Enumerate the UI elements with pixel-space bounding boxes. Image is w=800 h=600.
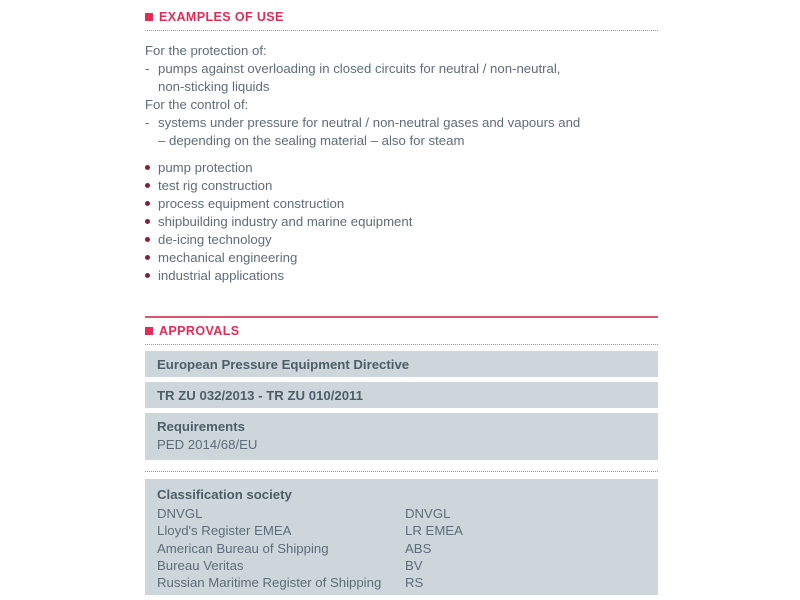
intro-label: For the protection of: xyxy=(145,43,267,58)
table-row xyxy=(157,540,646,557)
list-item: pump protection xyxy=(145,158,658,176)
table-row xyxy=(145,413,658,460)
list-item: shipbuilding industry and marine equipment xyxy=(145,212,658,230)
dotted-divider xyxy=(145,30,658,31)
society-code: ABS xyxy=(405,540,432,556)
society-name: Russian Maritime Register of Shipping xyxy=(157,575,382,591)
bullet-icon xyxy=(145,219,150,224)
requirements-value: PED 2014/68/EU xyxy=(157,437,258,452)
section-title: APPROVALS xyxy=(159,324,240,338)
list-item: process equipment construction xyxy=(145,194,658,212)
table-row xyxy=(145,351,658,377)
table-row xyxy=(157,522,646,539)
society-code: LR EMEA xyxy=(405,523,463,539)
approvals-heading xyxy=(145,324,658,338)
bullet-icon xyxy=(145,183,150,188)
society-name: Bureau Veritas xyxy=(157,557,244,573)
society-name: Lloyd's Register EMEA xyxy=(157,523,292,539)
list-item: de-icing technology xyxy=(145,230,658,248)
section-separator-rule xyxy=(145,316,658,318)
dash-glyph: - xyxy=(145,115,150,130)
table-row xyxy=(157,574,646,591)
dash-glyph: - xyxy=(145,61,150,76)
bullet-icon xyxy=(145,165,150,170)
society-name: DNVGL xyxy=(157,506,203,521)
usage-intro xyxy=(145,42,658,150)
dash-item-text: systems under pressure for neutral / non-neutral gases and vapours and – depending on the sealing material – also for steam xyxy=(158,115,581,148)
list-item: mechanical engineering xyxy=(145,248,658,266)
list-item: industrial applications xyxy=(145,266,658,284)
table-row xyxy=(145,382,658,408)
society-code: BV xyxy=(405,557,423,573)
dash-item-text: pumps against overloading in closed circuits for neutral / non-neutral, non-sticking liquids xyxy=(158,61,561,94)
applications-bullet-list xyxy=(145,158,658,284)
page-content xyxy=(145,0,658,595)
table-row xyxy=(157,505,646,522)
section-marker-icon xyxy=(145,327,153,335)
directive-title: European Pressure Equipment Directive xyxy=(157,356,410,372)
classification-title: Classification society xyxy=(157,487,292,502)
tr-zu-title: TR ZU 032/2013 - TR ZU 010/2011 xyxy=(157,387,363,403)
intro-label: For the control of: xyxy=(145,97,249,112)
dash-list-item xyxy=(145,60,658,96)
examples-of-use-heading xyxy=(145,10,658,24)
society-code: RS xyxy=(405,575,424,591)
table-row xyxy=(157,557,646,574)
approvals-table xyxy=(145,351,658,595)
classification-society-row xyxy=(145,479,658,595)
section-marker-icon xyxy=(145,13,153,21)
dotted-divider xyxy=(145,344,658,345)
requirements-title: Requirements xyxy=(157,419,245,434)
section-title: EXAMPLES OF USE xyxy=(159,10,284,24)
bullet-icon xyxy=(145,237,150,242)
bullet-icon xyxy=(145,201,150,206)
society-name: American Bureau of Shipping xyxy=(157,540,329,556)
dash-list-item xyxy=(145,114,658,150)
dotted-divider xyxy=(145,471,658,472)
society-code: DNVGL xyxy=(405,506,451,521)
bullet-icon xyxy=(145,273,150,278)
bullet-icon xyxy=(145,255,150,260)
list-item: test rig construction xyxy=(145,176,658,194)
